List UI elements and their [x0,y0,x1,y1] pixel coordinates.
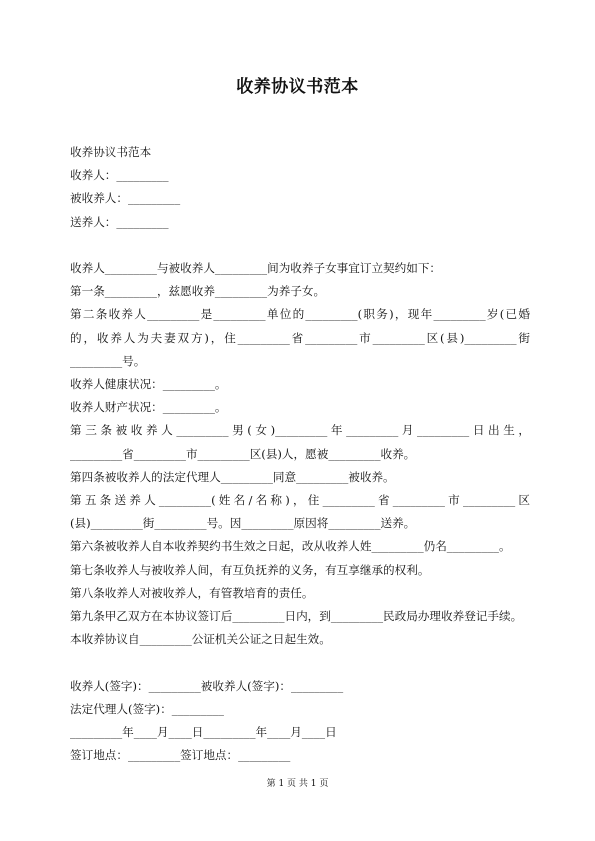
article-4: 第四条被收养人的法定代理人_________同意_________被收养。 [70,469,395,484]
document-subtitle: 收养协议书范本 [70,145,152,159]
article-5-line-1: 第五条送养人_________(姓名/名称)，住_________省_________市_________区 [70,493,530,508]
adopter-property-line: 收养人财产状况：_________。 [70,400,227,415]
preamble-line: 收养人_________与被收养人_________间为收养子女事宜订立契约如下： [70,261,442,275]
spacer [70,651,530,674]
page-number: 第 1 页 共 1 页 [266,779,329,789]
article-8: 第八条收养人对被收养人，有管教培育的责任。 [70,585,314,600]
signing-place-line: 签订地点：_________签订地点：_________ [70,748,291,763]
effective-clause: 本收养协议自_________公证机关公证之日起生效。 [70,632,331,647]
article-1: 第一条_________，兹愿收养_________为养子女。 [70,284,326,299]
article-7: 第七条收养人与被收养人间，有互负抚养的义务，有互享继承的权利。 [70,562,430,577]
relinquisher-field: 送养人：_________ [70,214,169,229]
article-3-line-1: 第三条被收养人_________男(女)_________年_________月_________日出生， [70,423,530,438]
article-2-line-3: _________号。 [70,353,146,368]
page-title: 收养协议书范本 [236,77,359,97]
adopter-field: 收养人：_________ [70,168,169,183]
document-body [70,141,530,767]
article-2-line-1: 第二条收养人_________是_________单位的_________(职务)，现年_________岁(已婚 [70,307,530,322]
adoptee-field: 被收养人：_________ [70,191,181,206]
article-2-line-2: 的，收养人为夫妻双方)，住_________省_________市_________区(县)_________街 [70,330,530,345]
signature-date-line: _________年____月____日_________年____月____日 [70,725,337,740]
article-6: 第六条被收养人自本收养契约书生效之日起，改从收养人姓_________仍名_________。 [70,539,511,554]
spacer [70,234,530,257]
adopter-health-line: 收养人健康状况：_________。 [70,377,227,392]
article-5-line-2: (县)_________街_________号。因_________原因将_________送养。 [70,516,416,531]
article-9: 第九条甲乙双方在本协议签订后_________日内，到_________民政局办理收养登记手续。 [70,609,523,624]
signature-line-legal-representative: 法定代理人(签字)：_________ [70,701,224,716]
signature-line-adopter: 收养人(签字)：_________被收养人(签字)：_________ [70,678,344,693]
article-3-line-2: _________省_________市_________区(县)人，愿被_________收养。 [70,446,416,461]
